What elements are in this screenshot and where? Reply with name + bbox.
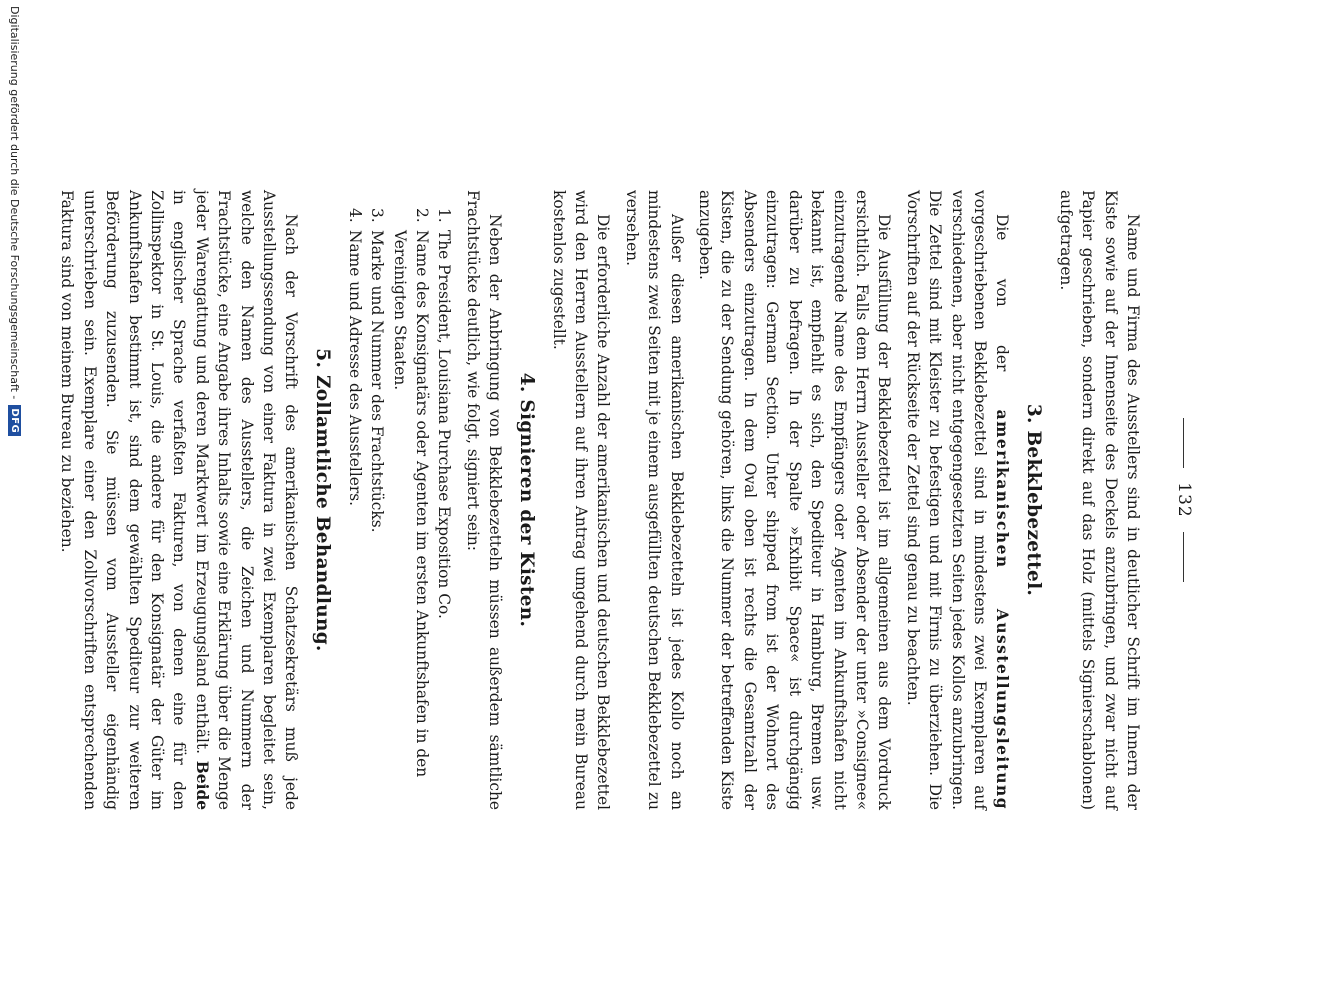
list-item: 2.Name des Konsignatärs oder Agenten im ersten Ankunftshafen in den Vereinigten Staaten. <box>390 208 432 778</box>
section-5-title: 5. Zollamtliche Behandlung. <box>312 348 334 652</box>
section-4-title: 4. Signieren der Kisten. <box>516 372 538 628</box>
dfg-logo: DFG <box>9 405 22 436</box>
divider <box>1183 532 1184 582</box>
section-3-paragraph-2: Die Ausfüllung der Bekklebezettel ist im allgemeinen aus dem Vordruck ersichtlich. Falls dem Herrn Aussteller oder Absender der unter »Consignee« einzutragende Name des Empfängers oder Agenten im Ankunftshafen nicht bekannt ist, empfiehlt es sich, den Spediteur in Hamburg, Bremen usw. darüber zu befragen. In der Spalte »Exhibit Space« ist durchgängig einzutragen: German Section. Unter shipped from ist der Wohnort des Absenders einzutragen. In dem Oval oben ist rechts die Gesamtzahl der Kisten, die zu der Sendung gehören, links die Nummer der betreffenden Kiste anzugeben. <box>696 190 894 810</box>
footer-text: Digitalisierung gefördert durch die Deutsche Forschungsgemeinschaft - <box>8 6 22 400</box>
page-number <box>1174 190 1194 810</box>
intro-paragraph: Name und Firma des Ausstellers sind in deutlicher Schrift im Innern der Kiste sowie auf der Innenseite des Deckels anzubringen, und zwar nicht auf Papier geschrieben, sondern direkt auf das Holz (mittels Signierschablonen) aufgetragen. <box>1056 190 1142 810</box>
list-item: 1.The President, Louisiana Purchase Exposition Co. <box>435 208 454 619</box>
section-4-intro: Neben der Anbringung von Bekklebezetteln müssen außerdem sämtliche Frachtstücke deutlich, wie folgt, signiert sein: <box>463 190 505 810</box>
list-item: 4.Name und Adresse des Ausstellers. <box>345 208 364 507</box>
list-item: 3.Marke und Nummer des Frachtstücks. <box>368 208 387 533</box>
section-3-title: 3. Bekklebezettel. <box>1023 403 1045 597</box>
divider <box>1183 418 1184 468</box>
section-3-paragraph-3: Außer diesen amerikanischen Bekklebezetteln ist jedes Kollo noch an mindestens zwei Seiten mit je einem ausgefüllten deutschen Bekklebezettel zu versehen. <box>622 190 686 810</box>
page-number-text: 132 <box>1174 482 1194 518</box>
section-3-paragraph-4: Die erforderliche Anzahl der amerikanischen und deutschen Bekklebezettel wird den Herren Ausstellern auf ihren Antrag umgehend durch mein Bureau kostenlos zugestellt. <box>549 190 613 810</box>
section-3-paragraph-1: Die von der amerikanischen Ausstellungsleitung vorgeschriebenen Bekklebezettel sind in mindestens zwei Exemplaren auf verschiedenen, aber nicht entgegengesetzten Seiten jedes Kollos anzubringen. Die Zettel sind mit Kleister zu befestigen und mit Firnis zu überziehen. Die Vorschriften auf der Rückseite der Zettel sind genau zu beachten. <box>903 190 1012 810</box>
document-page <box>50 190 1194 810</box>
signing-list <box>343 190 455 810</box>
section-5-paragraph: Nach der Vorschrift des amerikanischen Schatzsekretärs muß jede Ausstellungssendung von einer Faktura in zwei Exemplaren begleitet sein, welche den Namen des Ausstellers, die Zeichen und Nummern der Frachtstücke, eine Angabe ihres Inhalts sowie eine Erklärung über die Menge jeder Warengattung und deren Marktwert im Erzeugungsland enthält. Beide in englischer Sprache verfaßten Fakturen, von denen eine für den Zollinspektor in St. Louis, die andere für den Konsignatär der Güter im Ankunftshafen bestimmt ist, sind dem gewählten Spediteur zur weiteren Beförderung zuzusenden. Sie müssen vom Aussteller eigenhändig unterschrieben sein. Exemplare einer den Zollvorschriften entsprechenden Faktura sind von meinem Bureau zu beziehen. <box>58 190 301 810</box>
digitization-footer <box>2 0 28 1000</box>
